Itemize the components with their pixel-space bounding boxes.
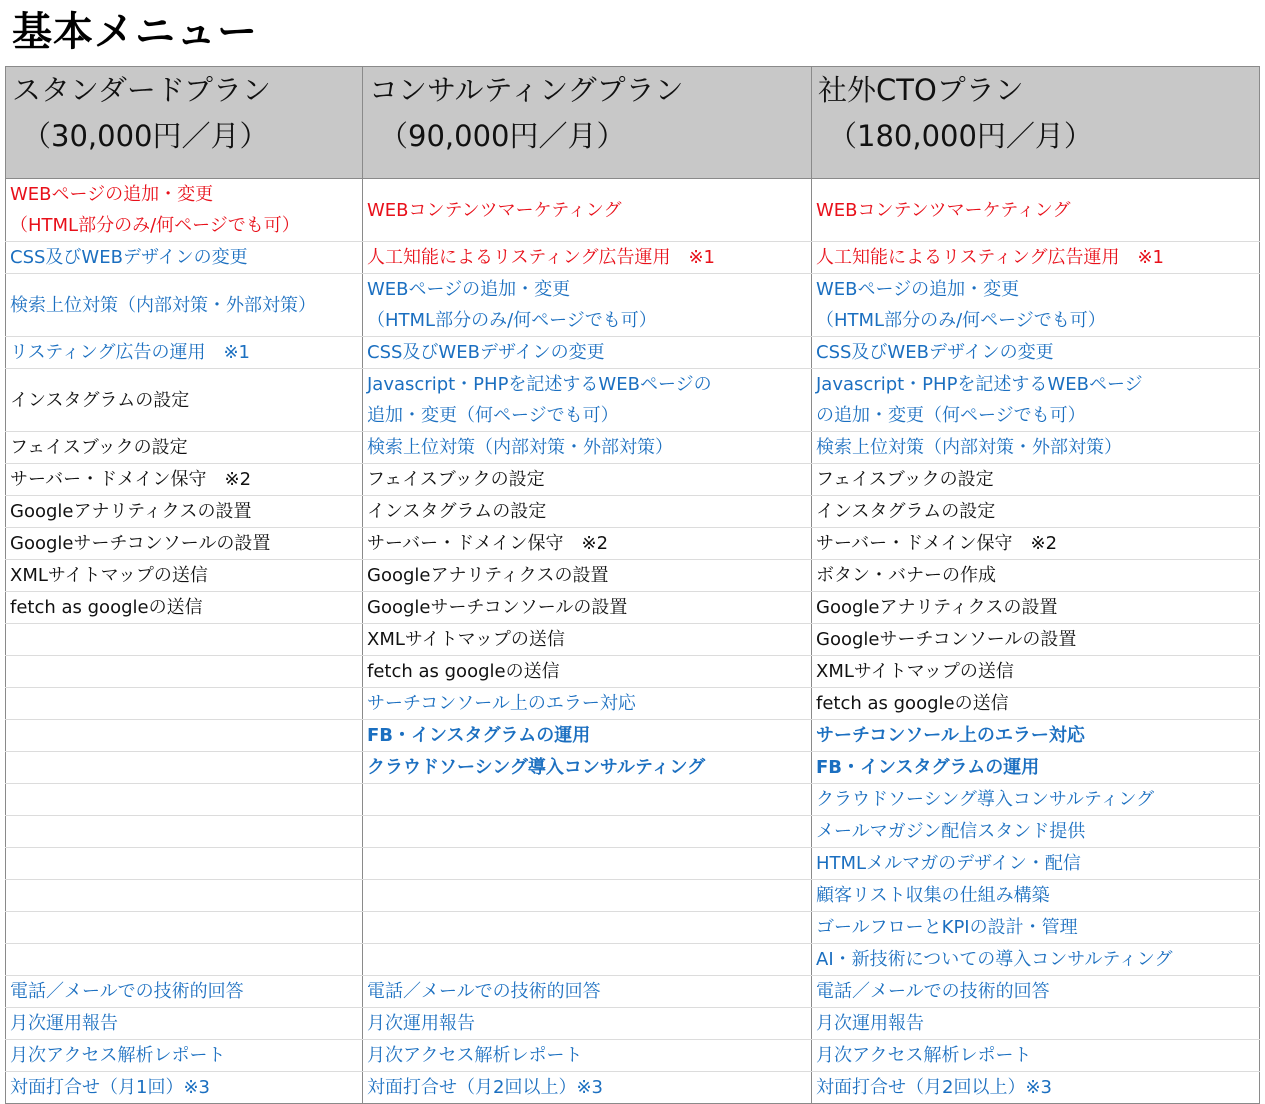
- menu-item-text-line2: の追加・変更（何ページでも可）: [816, 405, 1086, 426]
- menu-item-text: 月次アクセス解析レポート: [816, 1045, 1032, 1066]
- menu-cell: [6, 1072, 363, 1104]
- menu-cell: [812, 688, 1260, 720]
- menu-item-text: CSS及びWEBデザインの変更: [367, 342, 605, 363]
- table-row: [6, 1008, 1260, 1040]
- plan-name: スタンダードプラン: [12, 73, 271, 107]
- menu-cell: [6, 560, 363, 592]
- table-row: [6, 432, 1260, 464]
- menu-item-text: 検索上位対策（内部対策・外部対策）: [816, 437, 1122, 458]
- menu-item-text: 検索上位対策（内部対策・外部対策）: [367, 437, 673, 458]
- menu-item-text: fetch as googleの送信: [10, 597, 203, 618]
- menu-cell: [363, 976, 812, 1008]
- menu-cell: [812, 1040, 1260, 1072]
- menu-item-text: 人工知能によるリスティング広告運用 ※1: [367, 247, 716, 268]
- table-row: [6, 369, 1260, 432]
- table-row: [6, 944, 1260, 976]
- menu-item-text: サーバー・ドメイン保守 ※2: [10, 469, 252, 490]
- menu-item-text: クラウドソーシング導入コンサルティング: [367, 757, 706, 778]
- menu-item-text-line2: （HTML部分のみ/何ページでも可）: [10, 215, 300, 236]
- menu-cell: [363, 688, 812, 720]
- menu-item-text: 月次アクセス解析レポート: [367, 1045, 583, 1066]
- menu-cell: [812, 337, 1260, 369]
- table-row: [6, 337, 1260, 369]
- table-row: [6, 848, 1260, 880]
- plan-name: コンサルティングプラン: [369, 73, 684, 107]
- menu-item-text: WEBページの追加・変更: [816, 279, 1020, 300]
- table-row: [6, 274, 1260, 337]
- menu-item-text: メールマガジン配信スタンド提供: [816, 821, 1086, 842]
- menu-cell: [6, 432, 363, 464]
- menu-cell: [6, 496, 363, 528]
- menu-item-text: Googleサーチコンソールの設置: [10, 533, 271, 554]
- menu-item-text-line2: （HTML部分のみ/何ページでも可）: [367, 310, 657, 331]
- menu-cell: [363, 656, 812, 688]
- plan-header-consulting: [363, 67, 812, 179]
- table-row: [6, 720, 1260, 752]
- menu-item-text: フェイスブックの設定: [367, 469, 545, 490]
- menu-cell: [812, 560, 1260, 592]
- table-row: [6, 496, 1260, 528]
- menu-item-text: フェイスブックの設定: [10, 437, 188, 458]
- menu-item-text: FB・インスタグラムの運用: [367, 725, 591, 746]
- menu-item-text: 月次運用報告: [367, 1013, 475, 1034]
- table-row: [6, 179, 1260, 242]
- menu-cell: [6, 944, 363, 976]
- menu-cell: [363, 1008, 812, 1040]
- table-row: [6, 560, 1260, 592]
- menu-item-text: WEBページの追加・変更: [10, 184, 214, 205]
- menu-cell: [812, 752, 1260, 784]
- menu-cell: [363, 369, 812, 432]
- menu-item-text: XMLサイトマップの送信: [816, 661, 1014, 682]
- menu-cell: [812, 976, 1260, 1008]
- plan-price: （90,000円／月）: [379, 119, 626, 153]
- menu-item-text: Googleアナリティクスの設置: [10, 501, 252, 522]
- menu-cell: [812, 880, 1260, 912]
- table-row: [6, 976, 1260, 1008]
- menu-item-text: 対面打合せ（月2回以上）※3: [816, 1077, 1052, 1098]
- menu-item-text-line2: （HTML部分のみ/何ページでも可）: [816, 310, 1106, 331]
- menu-item-text: fetch as googleの送信: [816, 693, 1009, 714]
- menu-cell: [363, 880, 812, 912]
- table-row: [6, 656, 1260, 688]
- menu-item-text: FB・インスタグラムの運用: [816, 757, 1040, 778]
- menu-cell: [812, 656, 1260, 688]
- menu-cell: [6, 528, 363, 560]
- menu-cell: [812, 784, 1260, 816]
- menu-cell: [363, 912, 812, 944]
- menu-item-text: XMLサイトマップの送信: [10, 565, 208, 586]
- plan-price: （180,000円／月）: [828, 119, 1093, 153]
- menu-item-text: Javascript・PHPを記述するWEBページ: [816, 374, 1143, 395]
- menu-cell: [363, 752, 812, 784]
- menu-cell: [363, 624, 812, 656]
- table-row: [6, 592, 1260, 624]
- menu-cell: [363, 592, 812, 624]
- menu-cell: [363, 179, 812, 242]
- table-row: [6, 1072, 1260, 1104]
- menu-item-text: フェイスブックの設定: [816, 469, 994, 490]
- plan-price: （30,000円／月）: [22, 119, 269, 153]
- menu-item-text: 電話／メールでの技術的回答: [10, 981, 244, 1002]
- menu-cell: [812, 432, 1260, 464]
- menu-item-text: fetch as googleの送信: [367, 661, 560, 682]
- menu-item-text: WEBコンテンツマーケティング: [367, 199, 622, 221]
- menu-cell: [363, 496, 812, 528]
- menu-cell: [6, 1040, 363, 1072]
- menu-cell: [812, 274, 1260, 337]
- menu-item-text: CSS及びWEBデザインの変更: [10, 247, 248, 268]
- menu-cell: [6, 274, 363, 337]
- menu-cell: [6, 592, 363, 624]
- menu-item-text: WEBコンテンツマーケティング: [816, 199, 1071, 221]
- menu-cell: [812, 464, 1260, 496]
- menu-cell: [812, 816, 1260, 848]
- menu-item-text: 検索上位対策（内部対策・外部対策）: [10, 294, 316, 316]
- menu-item-text: インスタグラムの設定: [10, 389, 190, 411]
- menu-cell: [6, 179, 363, 242]
- menu-item-text: 顧客リスト収集の仕組み構築: [816, 885, 1050, 906]
- plan-header-row: [6, 67, 1260, 179]
- menu-cell: [6, 337, 363, 369]
- plan-header-standard: [6, 67, 363, 179]
- menu-item-text: クラウドソーシング導入コンサルティング: [816, 789, 1155, 810]
- table-row: [6, 912, 1260, 944]
- menu-cell: [363, 944, 812, 976]
- table-row: [6, 242, 1260, 274]
- menu-cell: [812, 848, 1260, 880]
- menu-cell: [6, 816, 363, 848]
- menu-item-text: CSS及びWEBデザインの変更: [816, 342, 1054, 363]
- menu-cell: [6, 880, 363, 912]
- menu-item-text: Googleサーチコンソールの設置: [816, 629, 1077, 650]
- menu-cell: [6, 624, 363, 656]
- menu-cell: [363, 274, 812, 337]
- menu-cell: [6, 242, 363, 274]
- menu-cell: [812, 179, 1260, 242]
- menu-cell: [812, 1008, 1260, 1040]
- menu-cell: [363, 528, 812, 560]
- menu-cell: [363, 337, 812, 369]
- menu-cell: [6, 464, 363, 496]
- menu-cell: [6, 656, 363, 688]
- menu-cell: [6, 784, 363, 816]
- menu-item-text: XMLサイトマップの送信: [367, 629, 565, 650]
- menu-item-text: サーチコンソール上のエラー対応: [367, 693, 636, 714]
- plan-menu-body: [6, 179, 1260, 1104]
- menu-item-text: インスタグラムの設定: [367, 501, 547, 522]
- menu-cell: [812, 528, 1260, 560]
- menu-cell: [6, 720, 363, 752]
- table-row: [6, 880, 1260, 912]
- menu-cell: [363, 432, 812, 464]
- menu-item-text: AI・新技術についての導入コンサルティング: [816, 949, 1173, 970]
- menu-item-text-line2: 追加・変更（何ページでも可）: [367, 405, 619, 426]
- page-title: 基本メニュー: [12, 9, 258, 55]
- table-row: [6, 816, 1260, 848]
- menu-item-text: サーバー・ドメイン保守 ※2: [367, 533, 609, 554]
- menu-cell: [812, 592, 1260, 624]
- table-row: [6, 688, 1260, 720]
- menu-item-text: Googleアナリティクスの設置: [816, 597, 1058, 618]
- menu-item-text: リスティング広告の運用 ※1: [10, 342, 251, 363]
- menu-cell: [812, 720, 1260, 752]
- menu-cell: [363, 784, 812, 816]
- menu-cell: [6, 688, 363, 720]
- menu-cell: [363, 1072, 812, 1104]
- menu-cell: [6, 976, 363, 1008]
- menu-item-text: サーバー・ドメイン保守 ※2: [816, 533, 1058, 554]
- table-row: [6, 752, 1260, 784]
- menu-item-text: 対面打合せ（月1回）※3: [10, 1077, 210, 1098]
- menu-cell: [363, 848, 812, 880]
- menu-cell: [363, 560, 812, 592]
- table-row: [6, 528, 1260, 560]
- menu-item-text: Googleアナリティクスの設置: [367, 565, 609, 586]
- menu-item-text: 月次運用報告: [816, 1013, 924, 1034]
- table-row: [6, 1040, 1260, 1072]
- menu-cell: [6, 752, 363, 784]
- plan-header-cto: [812, 67, 1260, 179]
- table-row: [6, 784, 1260, 816]
- menu-cell: [812, 624, 1260, 656]
- menu-item-text: Javascript・PHPを記述するWEBページの: [367, 374, 712, 395]
- menu-item-text: WEBページの追加・変更: [367, 279, 571, 300]
- menu-cell: [812, 496, 1260, 528]
- menu-item-text: ゴールフローとKPIの設計・管理: [816, 917, 1078, 938]
- menu-cell: [363, 1040, 812, 1072]
- menu-item-text: 対面打合せ（月2回以上）※3: [367, 1077, 603, 1098]
- table-row: [6, 464, 1260, 496]
- menu-item-text: インスタグラムの設定: [816, 501, 996, 522]
- menu-item-text: サーチコンソール上のエラー対応: [816, 725, 1085, 746]
- menu-cell: [812, 369, 1260, 432]
- menu-item-text: 電話／メールでの技術的回答: [367, 981, 601, 1002]
- table-row: [6, 624, 1260, 656]
- menu-cell: [363, 242, 812, 274]
- menu-item-text: HTMLメルマガのデザイン・配信: [816, 853, 1081, 874]
- menu-cell: [6, 1008, 363, 1040]
- menu-cell: [6, 369, 363, 432]
- menu-cell: [6, 848, 363, 880]
- menu-cell: [812, 944, 1260, 976]
- menu-cell: [812, 242, 1260, 274]
- plan-menu-table: [5, 66, 1260, 1104]
- menu-item-text: 人工知能によるリスティング広告運用 ※1: [816, 247, 1165, 268]
- menu-cell: [6, 912, 363, 944]
- plan-name: 社外CTOプラン: [818, 73, 1024, 107]
- menu-cell: [812, 1072, 1260, 1104]
- menu-item-text: ボタン・バナーの作成: [816, 565, 996, 586]
- menu-cell: [363, 464, 812, 496]
- menu-item-text: 電話／メールでの技術的回答: [816, 981, 1050, 1002]
- menu-cell: [363, 816, 812, 848]
- menu-item-text: Googleサーチコンソールの設置: [367, 597, 628, 618]
- menu-cell: [363, 720, 812, 752]
- menu-item-text: 月次アクセス解析レポート: [10, 1045, 226, 1066]
- menu-item-text: 月次運用報告: [10, 1013, 118, 1034]
- menu-cell: [812, 912, 1260, 944]
